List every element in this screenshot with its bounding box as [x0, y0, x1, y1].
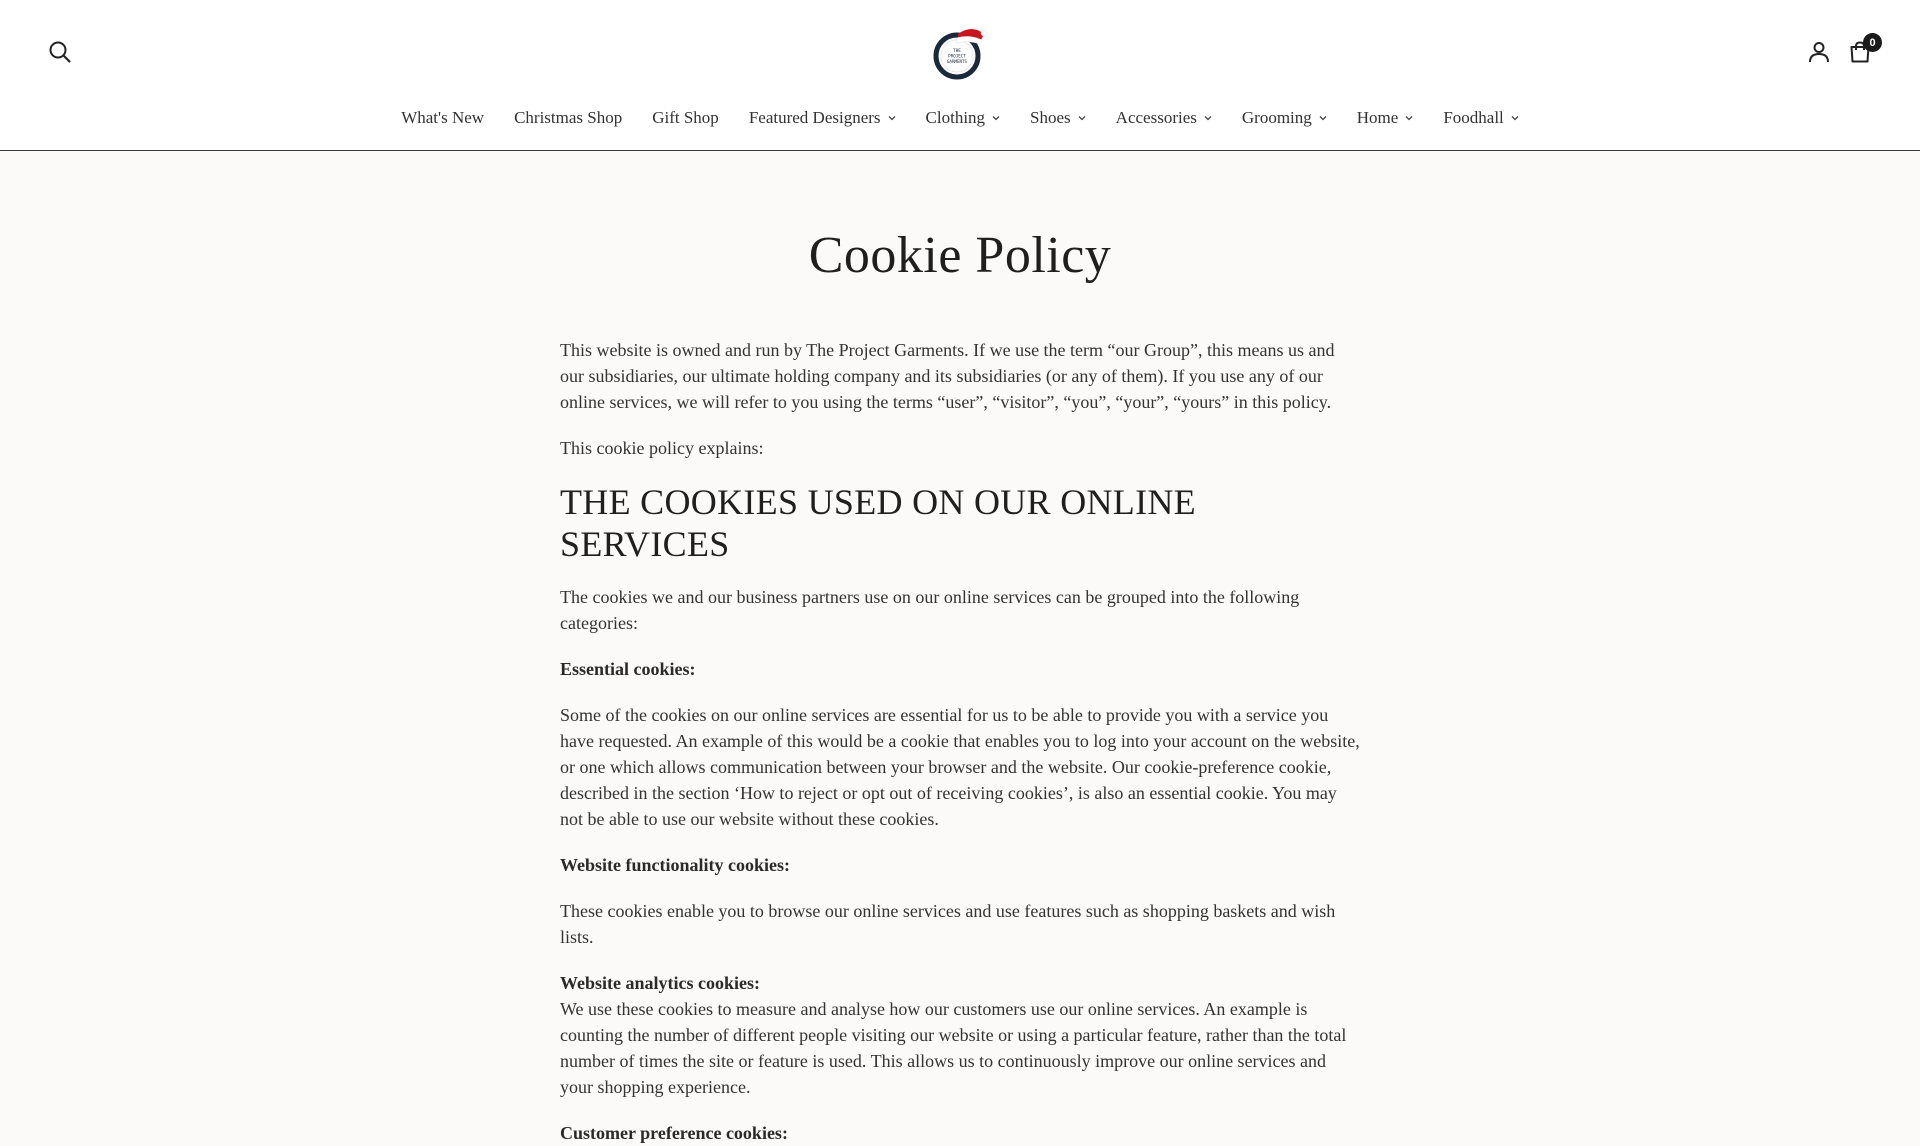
logo-text: THE	[953, 48, 961, 53]
section-heading: THE COOKIES USED ON OUR ONLINE SERVICES	[560, 482, 1196, 564]
site-logo[interactable]	[928, 20, 990, 82]
nav-item-label: Home	[1356, 108, 1399, 127]
nav-item-home[interactable]	[1357, 108, 1414, 128]
chevron-down-icon	[1078, 114, 1086, 122]
chevron-down-icon	[1204, 114, 1212, 122]
chevron-down-icon	[1405, 114, 1413, 122]
nav-item-foodhall[interactable]	[1443, 108, 1518, 128]
logo-text-line-2: PROJECT	[948, 53, 966, 59]
logo-mark	[928, 20, 990, 82]
nav-item-shoes[interactable]	[1030, 108, 1086, 128]
chevron-down-icon	[992, 114, 1000, 122]
page-title: Cookie Policy	[808, 227, 1112, 284]
nav-item-label: Christmas Shop	[514, 108, 623, 127]
site-header	[0, 0, 1920, 151]
chevron-down-icon	[1319, 114, 1327, 122]
explains-paragraph: This cookie policy explains:	[560, 438, 764, 458]
functionality-cookies-text: These cookies enable you to browse our online services and use features such as shopping baskets and wish lists.	[560, 901, 1336, 947]
nav-item-label: Clothing	[925, 108, 986, 127]
nav-item-christmas-shop[interactable]	[514, 108, 622, 128]
essential-cookies-heading: Essential cookies:	[560, 659, 696, 679]
section-intro-paragraph: The cookies we and our business partners use on our online services can be grouped into the following categories:	[560, 587, 1300, 633]
preference-cookies-heading: Customer preference cookies:	[560, 1123, 788, 1143]
page-content	[560, 151, 1360, 1143]
nav-item-grooming[interactable]	[1242, 108, 1327, 128]
main-nav	[0, 105, 1920, 131]
nav-item-label: Foodhall	[1443, 108, 1504, 127]
nav-item-featured-designers[interactable]	[749, 108, 896, 128]
chevron-down-icon	[888, 114, 896, 122]
nav-item-whats-new[interactable]	[401, 108, 484, 128]
nav-item-label: Grooming	[1241, 108, 1312, 127]
functionality-cookies-heading: Website functionality cookies:	[560, 855, 790, 875]
nav-item-gift-shop[interactable]	[652, 108, 719, 128]
search-icon	[48, 40, 72, 64]
nav-item-label: Shoes	[1030, 108, 1071, 127]
analytics-cookies-text: We use these cookies to measure and analyse how our customers use our online services. An example is counting the number of different people visiting our website or using a particular feature, rather than the total number of times the site or feature is used. This allows us to continuously improve our online services and your shopping experience.	[560, 999, 1347, 1097]
essential-cookies-text: Some of the cookies on our online services are essential for us to be able to provide you with a service you have requested. An example of this would be a cookie that enables you to log into your account on the website, or one which allows communication between your browser and the website. Our cookie-preference cookie, described in the section ‘How to reject or opt out of receiving cookies’, is also an essential cookie. You may not be able to use our website without these cookies.	[560, 705, 1360, 829]
user-icon	[1807, 40, 1831, 64]
logo-text-line-3: GARMENTS	[946, 59, 968, 64]
nav-item-clothing[interactable]	[926, 108, 1001, 128]
nav-item-accessories[interactable]	[1116, 108, 1212, 128]
cart-count-badge: 0	[1863, 33, 1882, 52]
chevron-down-icon	[1511, 114, 1519, 122]
nav-item-label: Gift Shop	[652, 108, 719, 127]
analytics-cookies-heading: Website analytics cookies:	[560, 973, 760, 993]
nav-item-label: Accessories	[1115, 108, 1197, 127]
account-button[interactable]	[1805, 38, 1833, 66]
intro-paragraph: This website is owned and run by The Project Garments. If we use the term “our Group”, this means us and our subsidiaries, our ultimate holding company and its subsidiaries (or any of them). If you use any of our online services, we will refer to you using the terms “user”, “visitor”, “you”, “your”, “yours” in this policy.	[560, 340, 1335, 412]
search-button[interactable]	[46, 38, 74, 66]
nav-item-label: Featured Designers	[748, 108, 881, 127]
nav-item-label: What's New	[401, 108, 485, 127]
